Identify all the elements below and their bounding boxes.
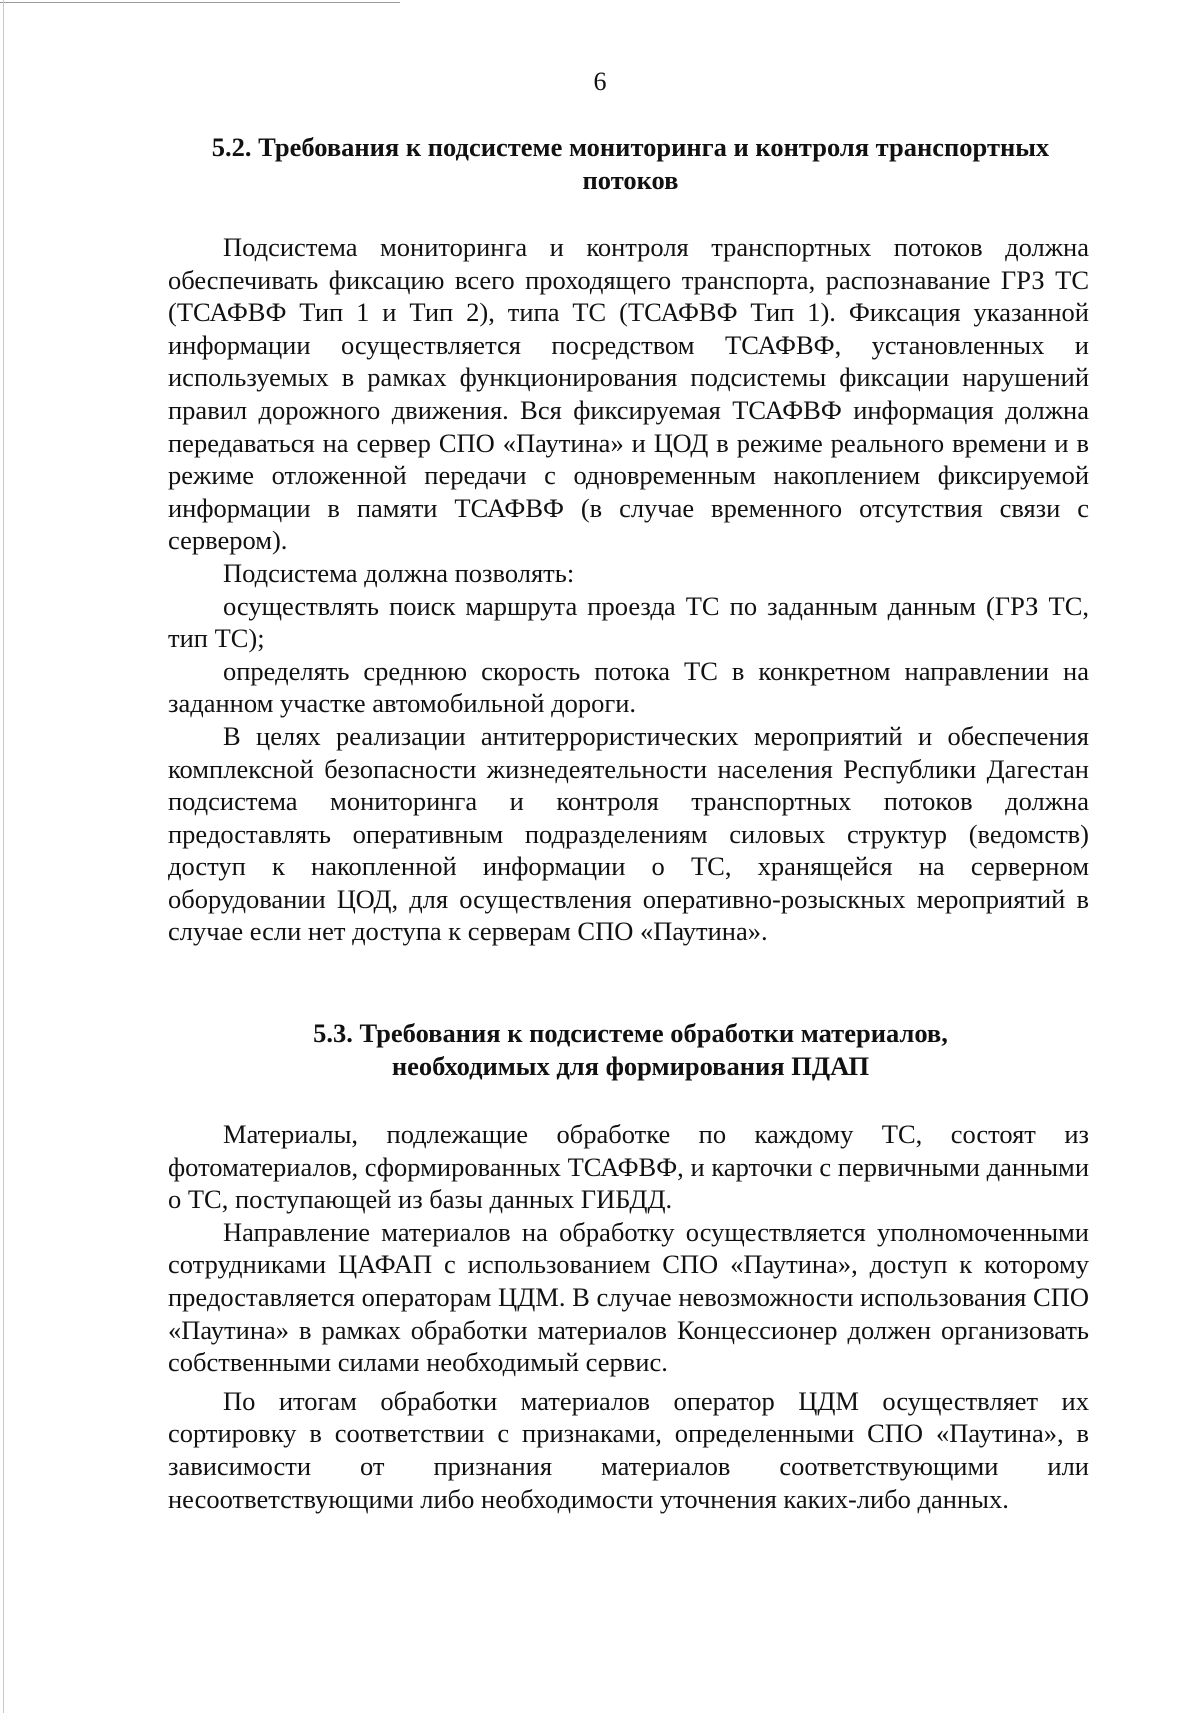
section-heading-5-3-line1: 5.3. Требования к подсистеме обработки материалов, xyxy=(313,1018,948,1048)
page-number: 6 xyxy=(593,67,607,96)
section-heading-5-3-line2: необходимых для формирования ПДАП xyxy=(391,1051,870,1081)
paragraph-route-search: осуществлять поиск маршрута проезда ТС по заданным данным (ГРЗ ТС, тип ТС); xyxy=(168,590,1089,654)
section-5-2-body xyxy=(168,231,1089,948)
scan-artifact-top-line xyxy=(0,2,400,3)
paragraph-average-speed: определять среднюю скорость потока ТС в конкретном направлении на заданном участке автомобильной дороги. xyxy=(168,655,1089,719)
paragraph-materials-sorting: По итогам обработки материалов оператор ЦДМ осуществляет их сортировку в соответствии с признаками, определенными СПО «Паутина», в зависимости от признания материалов соответствующими или несоответствующими либо необходимости уточнения каких-либо данных. xyxy=(168,1385,1089,1514)
scan-artifact-left-edge xyxy=(3,0,4,1713)
paragraph-transport-monitoring: Подсистема мониторинга и контроля транспортных потоков должна обеспечивать фиксацию всего проходящего транспорта, распознавание ГРЗ ТС (ТСАФВФ Тип 1 и Тип 2), типа ТС (ТСАФВФ Тип 1). Фиксация указанной информации осуществляется посредством ТСАФВФ, установленных и используемых в рамках функционирования подсистемы фиксации нарушений правил дорожного движения. Вся фиксируемая ТСАФВФ информация должна передаваться на сервер СПО «Паутина» и ЦОД в режиме реального времени и в режиме отложенной передачи с одновременным накоплением фиксируемой информации в памяти ТСАФВФ (в случае временного отсутствия связи с сервером). xyxy=(168,232,1089,556)
paragraph-antiterror-access: В целях реализации антитеррористических мероприятий и обеспечения комплексной безопасности жизнедеятельности населения Республики Дагестан подсистема мониторинга и контроля транспортных потоков должна предоставлять оперативным подразделениям силовых структур (ведомств) доступ к накопленной информации о ТС, хранящейся на серверном оборудовании ЦОД, для осуществления оперативно-розыскных мероприятий в случае если нет доступа к серверам СПО «Паутина». xyxy=(168,720,1089,947)
paragraph-materials-direction: Направление материалов на обработку осуществляется уполномоченными сотрудниками ЦАФАП с использованием СПО «Паутина», доступ к которому предоставляется операторам ЦДМ. В случае невозможности использования СПО «Паутина» в рамках обработки материалов Концессионер должен организовать собственными силами необходимый сервис. xyxy=(168,1216,1089,1378)
paragraph-materials-composition: Материалы, подлежащие обработке по каждому ТС, состоят из фотоматериалов, сформированных ТСАФВФ, и карточки с первичными данными о ТС, поступающей из базы данных ГИБДД. xyxy=(168,1119,1089,1215)
section-heading-5-2 xyxy=(168,131,1093,197)
paragraph-subsystem-allows: Подсистема должна позволять: xyxy=(223,557,575,588)
section-5-3-body xyxy=(168,1118,1089,1515)
section-heading-5-3 xyxy=(168,1017,1093,1083)
section-heading-5-2-line1: 5.2. Требования к подсистеме мониторинга и контроля транспортных xyxy=(211,132,1050,162)
section-heading-5-2-line2: потоков xyxy=(582,165,679,195)
